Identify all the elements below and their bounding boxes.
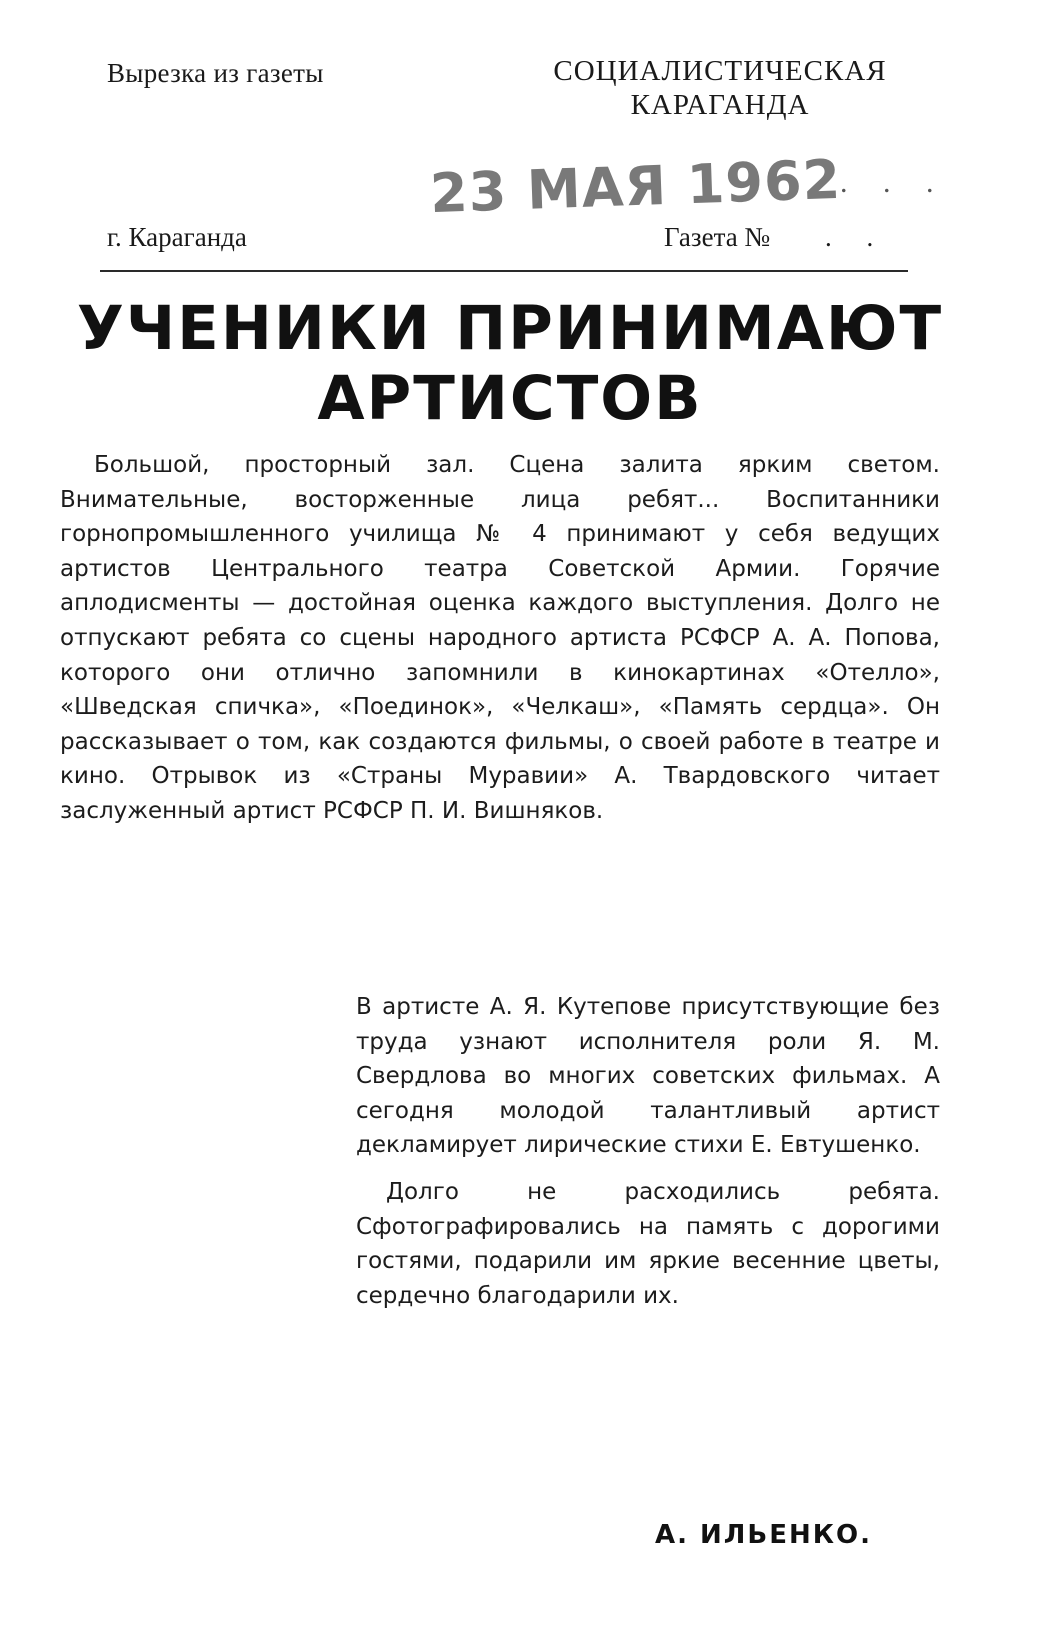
newspaper-name: СОЦИАЛИСТИЧЕСКАЯ КАРАГАНДА — [553, 55, 887, 121]
article-paragraph-3: Долго не расходились ребята. Сфотографировались на память с дорогими гостями, подарили им яркие весенние цветы, сердечно благодарили их. — [356, 1178, 940, 1309]
date-stamp: 23 МАЯ 1962 — [429, 147, 843, 226]
city-label: г. Караганда — [107, 222, 247, 252]
clipping-header — [0, 0, 1043, 300]
article-headline: УЧЕНИКИ ПРИНИМАЮТ АРТИСТОВ — [76, 293, 944, 434]
article-paragraph-2: В артисте А. Я. Кутепове присутствующие без труда узнают исполнителя роли Я. М. Свердлова во многих советских фильмах. А сегодня молодой талантливый артист декламирует лирические стихи Е. Евтушенко. — [356, 994, 940, 1159]
header-divider — [100, 270, 908, 272]
date-dots: . . . — [840, 166, 948, 199]
article-paragraph-1: Большой, просторный зал. Сцена залита ярким светом. Внимательные, восторженные лица ребят... Воспитанники горнопромышленного училища № 4 принимают у себя ведущих артистов Центрального театра Советской Армии. Горячие аплодисменты — достойная оценка каждого выступления. Долго не отпускают ребята со сцены народного артиста РСФСР А. А. Попова, которого они отлично запомнили в кинокартинах «Отелло», «Шведская спичка», «Поединок», «Челкаш», «Память сердца». Он рассказывает о том, как создаются фильмы, о своей работе в театре и кино. Отрывок из «Страны Муравии» А. Твардовского читает заслуженный артист РСФСР П. И. Вишняков. — [60, 452, 940, 824]
issue-label: Газета № — [664, 222, 771, 252]
article-signature: А. ИЛЬЕНКО. — [655, 1520, 872, 1550]
clipping-label: Вырезка из газеты — [107, 58, 324, 88]
article-right-column — [356, 990, 940, 1325]
issue-dots: . . — [825, 222, 888, 252]
